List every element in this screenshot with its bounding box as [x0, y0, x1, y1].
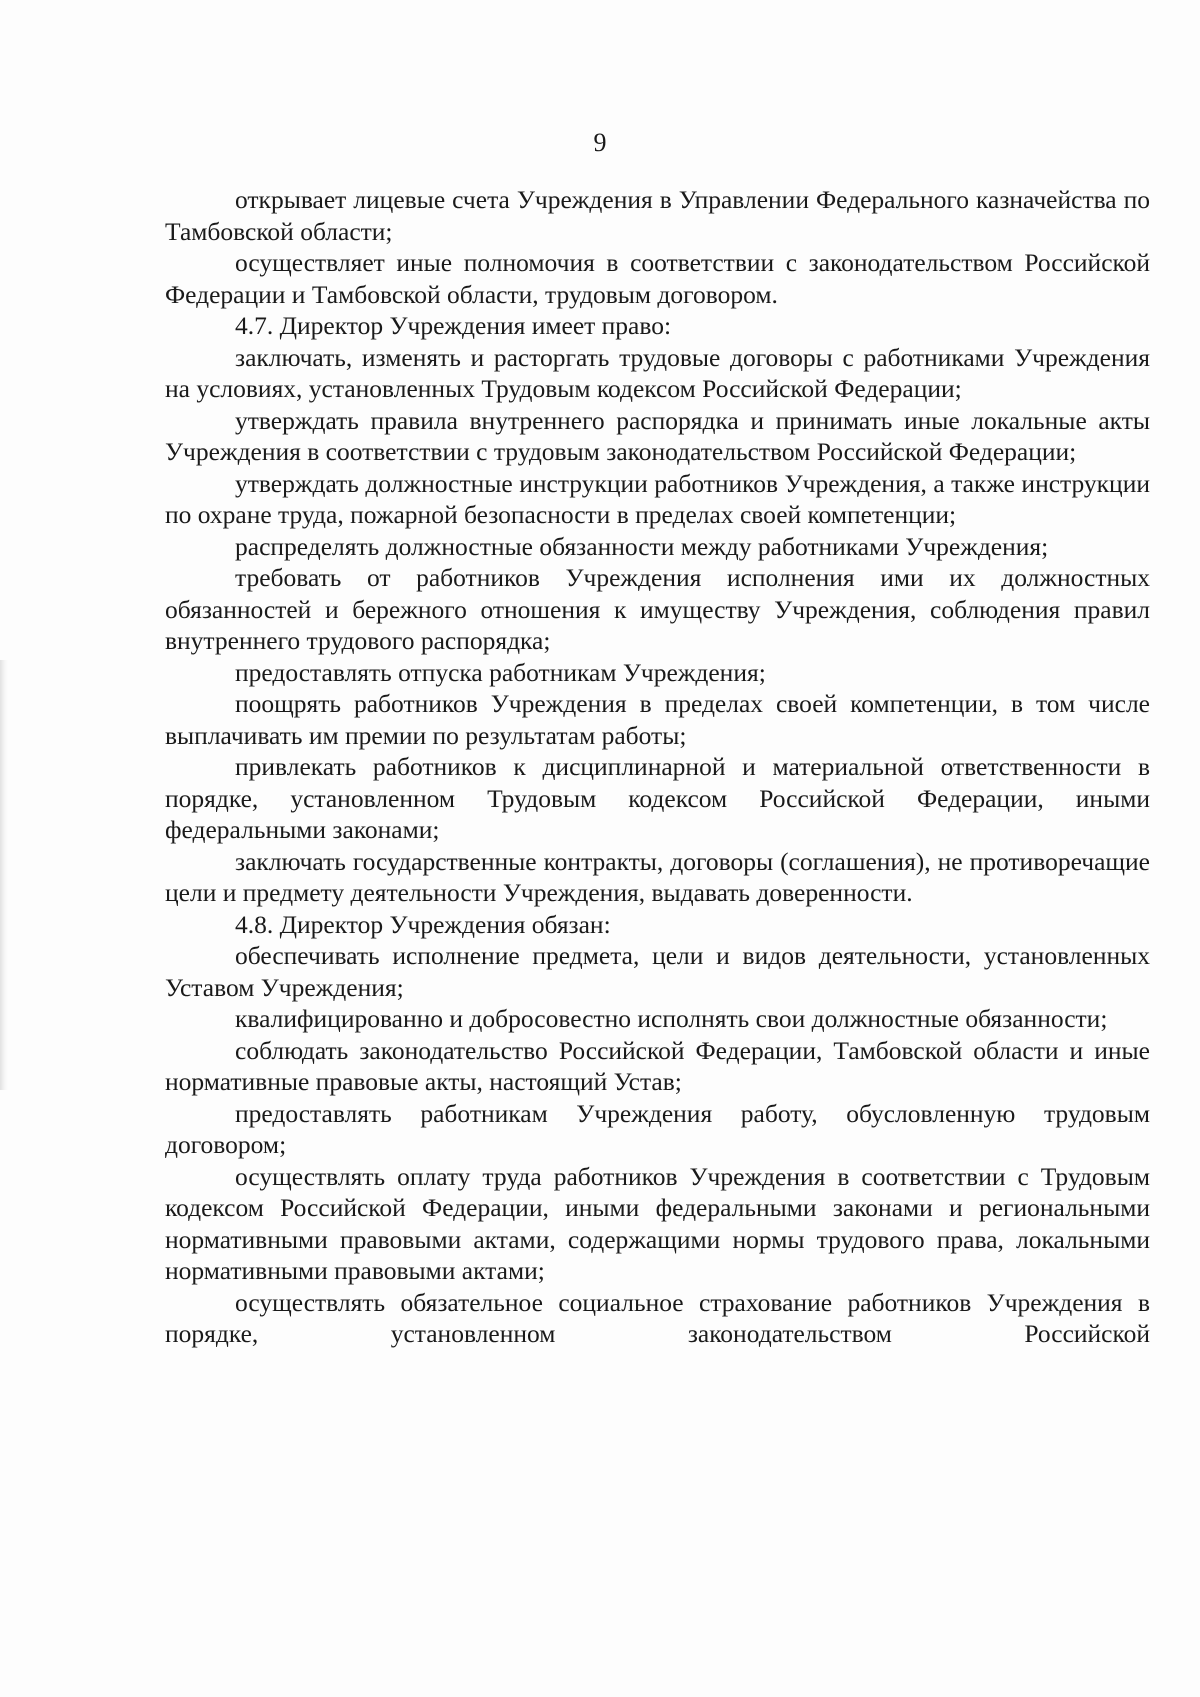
- page-number: 9: [593, 128, 607, 157]
- paragraph: квалифицированно и добросовестно исполнять свои должностные обязанности;: [235, 1004, 1108, 1033]
- paragraph: утверждать должностные инструкции работников Учреждения, а также инструкции по охране труда, пожарной безопасности в пределах своей компетенции;: [165, 468, 1150, 529]
- scan-edge-shadow: [0, 660, 8, 1090]
- paragraph: обеспечивать исполнение предмета, цели и видов деятельности, установленных Уставом Учреждения;: [165, 941, 1150, 1002]
- paragraph: предоставлять работникам Учреждения работу, обусловленную трудовым договором;: [165, 1098, 1150, 1159]
- paragraph: заключать, изменять и расторгать трудовые договоры с работниками Учреждения на условиях, установленных Трудовым кодексом Российской Федерации;: [165, 342, 1150, 403]
- paragraph: осуществляет иные полномочия в соответствии с законодательством Российской Федерации и Тамбовской области, трудовым договором.: [165, 248, 1150, 309]
- paragraph: распределять должностные обязанности между работниками Учреждения;: [235, 531, 1049, 561]
- paragraph: утверждать правила внутреннего распорядка и принимать иные локальные акты Учреждения в соответствии с трудовым законодательством Российской Федерации;: [165, 405, 1150, 466]
- section-heading: 4.7. Директор Учреждения имеет право:: [235, 311, 672, 340]
- paragraph: осуществлять оплату труда работников Учреждения в соответствии с Трудовым кодексом Российской Федерации, иными федеральными законами и региональными нормативными правовыми актами, содержащими нормы трудового права, локальными нормативными правовыми актами;: [165, 1161, 1150, 1285]
- paragraph: поощрять работников Учреждения в пределах своей компетенции, в том числе выплачивать им премии по результатам работы;: [165, 689, 1150, 750]
- paragraph: привлекать работников к дисциплинарной и материальной ответственности в порядке, установленном Трудовым кодексом Российской Федерации, иными федеральными законами;: [165, 752, 1150, 844]
- paragraph: открывает лицевые счета Учреждения в Управлении Федерального казначейства по Тамбовской области;: [165, 185, 1150, 246]
- paragraph: осуществлять обязательное социальное страхование работников Учреждения в порядке, установленном законодательством Российской: [165, 1287, 1150, 1348]
- paragraph: требовать от работников Учреждения исполнения ими их должностных обязанностей и бережного отношения к имуществу Учреждения, соблюдения правил внутреннего трудового распорядка;: [165, 563, 1150, 655]
- document-body: [165, 184, 1150, 1350]
- section-heading: 4.8. Директор Учреждения обязан:: [235, 909, 611, 939]
- paragraph: заключать государственные контракты, договоры (соглашения), не противоречащие цели и предмету деятельности Учреждения, выдавать доверенности.: [165, 846, 1150, 907]
- paragraph: предоставлять отпуска работникам Учреждения;: [235, 657, 766, 687]
- paragraph: соблюдать законодательство Российской Федерации, Тамбовской области и иные нормативные правовые акты, настоящий Устав;: [165, 1035, 1150, 1096]
